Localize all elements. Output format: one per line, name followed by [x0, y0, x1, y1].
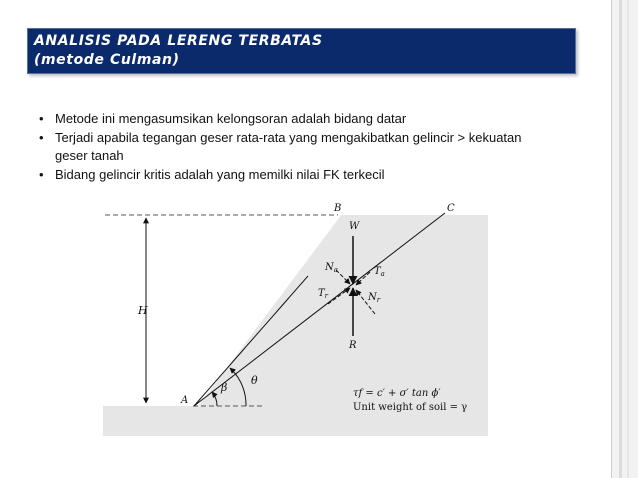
bullet-text: Metode ini mengasumsikan kelongsoran adalah bidang datar [55, 111, 407, 126]
bullet-dot: • [39, 129, 44, 145]
bullet-list [36, 110, 556, 184]
label-B: B [334, 203, 342, 214]
label-W: W [349, 221, 360, 232]
edge-stripe [627, 0, 629, 478]
slide-title-bar [27, 28, 576, 74]
bullet-dot: • [39, 111, 44, 126]
bullet-dot: • [39, 166, 44, 182]
label-theta: θ [251, 374, 258, 387]
bullet-item [36, 166, 556, 185]
formula-unit-weight: Unit weight of soil = γ [353, 402, 468, 413]
label-Na: $N_a$ [325, 262, 338, 274]
label-R: R [349, 340, 357, 351]
label-beta: β [221, 381, 228, 394]
label-H: H [138, 304, 148, 317]
bullet-item [36, 129, 556, 166]
label-A: A [181, 395, 189, 406]
slide-edge-decoration [611, 0, 638, 478]
label-Nr: $N_r$ [368, 292, 381, 304]
slide-title-line2: (metode Culman) [34, 52, 180, 68]
label-Ta: $T_a$ [374, 266, 385, 278]
slide-title-line1: ANALISIS PADA LERENG TERBATAS [34, 33, 323, 49]
bullet-item [36, 110, 556, 129]
label-C: C [447, 203, 455, 214]
edge-stripe [619, 0, 622, 478]
formula-shear-strength: τf = c′ + σ′ tan ϕ′ [353, 388, 441, 399]
label-Tr: $T_r$ [318, 288, 329, 300]
bullet-text: Terjadi apabila tegangan geser rata-rata yang mengakibatkan gelincir > kekuatan geser tanah [55, 129, 522, 163]
slope-diagram [103, 196, 488, 436]
bullet-text: Bidang gelincir kritis adalah yang memilki nilai FK terkecil [55, 166, 385, 182]
